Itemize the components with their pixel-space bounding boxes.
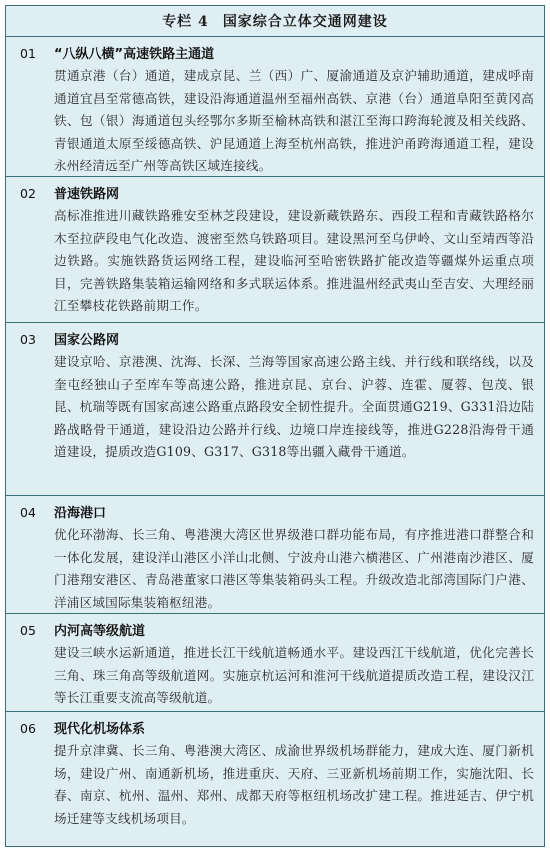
section-inland-waterways [6,614,544,712]
box-title: 国家综合立体交通网建设 [222,14,388,30]
section-number: 01 [20,46,36,61]
section-number: 03 [20,332,36,347]
section-highway [6,323,544,496]
section-title: 现代化机场体系 [54,722,146,737]
section-coastal-ports [6,496,544,614]
section-regular-rail [6,177,544,323]
section-title: 内河高等级航道 [54,624,146,639]
section-header [20,183,534,205]
section-title: 沿海港口 [54,506,107,521]
column-label: 专栏 4 [162,14,209,30]
section-body: 优化环渤海、长三角、粤港澳大湾区世界级港口群功能布局，有序推进港口群整合和一体化发展，建设洋山港区小洋山北侧、宁波舟山港六横港区、广州港南沙港区、厦门港翔安港区、青岛港董家口港区等集装箱码头工程。升级改造北部湾国际门户港、洋浦区域国际集装箱枢纽港。 [54,527,534,610]
section-header [20,329,534,351]
section-header [20,620,534,642]
section-header [20,502,534,524]
section-header [20,718,534,740]
section-body: 贯通京港（台）通道，建成京昆、兰（西）广、厦渝通道及京沪辅助通道，建成呼南通道宜昌至常德高铁，建设沿海通道温州至福州高铁、京港（台）通道阜阳至黄冈高铁、包（银）海通道包头经鄂尔多斯至榆林高铁和湛江至海口跨海轮渡及相关线路、青银通道太原至绥德高铁、沪昆通道上海至杭州高铁，推进沪甬跨海通道工程，建设永州经清远至广州等高铁区域连接线。 [54,68,534,174]
section-header [20,43,534,65]
section-body: 高标准推进川藏铁路雅安至林芝段建设，建设新藏铁路东、西段工程和青藏铁路格尔木至拉萨段电气化改造、渡密至然乌铁路项目。建设黑河至乌伊岭、文山至靖西等沿边铁路。实施铁路货运网络工程，建设临河至哈密铁路扩能改造等疆煤外运重点项目，完善铁路集装箱运输网络和多式联运体系。推进温州经武夷山至吉安、大理经丽江至攀枝花铁路前期工作。 [54,208,534,314]
section-title: 普速铁路网 [54,187,120,202]
section-high-speed-rail [6,37,544,177]
section-body: 建设三峡水运新通道，推进长江干线航道畅通水平。建设西江干线航道，优化完善长三角、珠三角高等级航道网。实施京杭运河和淮河干线航道提质改造工程，建设汉江等长江重要支流高等级航道。 [54,645,534,706]
section-title: “八纵八横”高速铁路主通道 [54,47,215,62]
section-body: 提升京津冀、长三角、粤港澳大湾区、成渝世界级机场群能力，建成大连、厦门新机场，建设广州、南通新机场，推进重庆、天府、三亚新机场前期工作，实施沈阳、长春、南京、杭州、温州、郑州、成都天府等枢纽机场改扩建工程。推进延吉、伊宁机场迁建等支线机场项目。 [54,743,534,826]
section-number: 06 [20,721,36,736]
box-title-bar [6,6,544,37]
section-title: 国家公路网 [54,333,120,348]
section-number: 04 [20,505,36,520]
section-number: 02 [20,186,36,201]
section-body: 建设京哈、京港澳、沈海、长深、兰海等国家高速公路主线、并行线和联络线，以及奎屯经独山子至库车等高速公路，推进京昆、京台、沪蓉、连霍、厦蓉、包茂、银昆、杭瑞等既有国家高速公路重点路段安全韧性提升。全面贯通G219、G331沿边陆路战略骨干通道，建设沿边公路并行线、边境口岸连接线等，推进G228沿海骨干通道建设，提质改造G109、G317、G318等出疆入藏骨干通道。 [54,354,534,460]
section-airports [6,712,544,849]
column-box [5,5,545,847]
section-number: 05 [20,623,36,638]
